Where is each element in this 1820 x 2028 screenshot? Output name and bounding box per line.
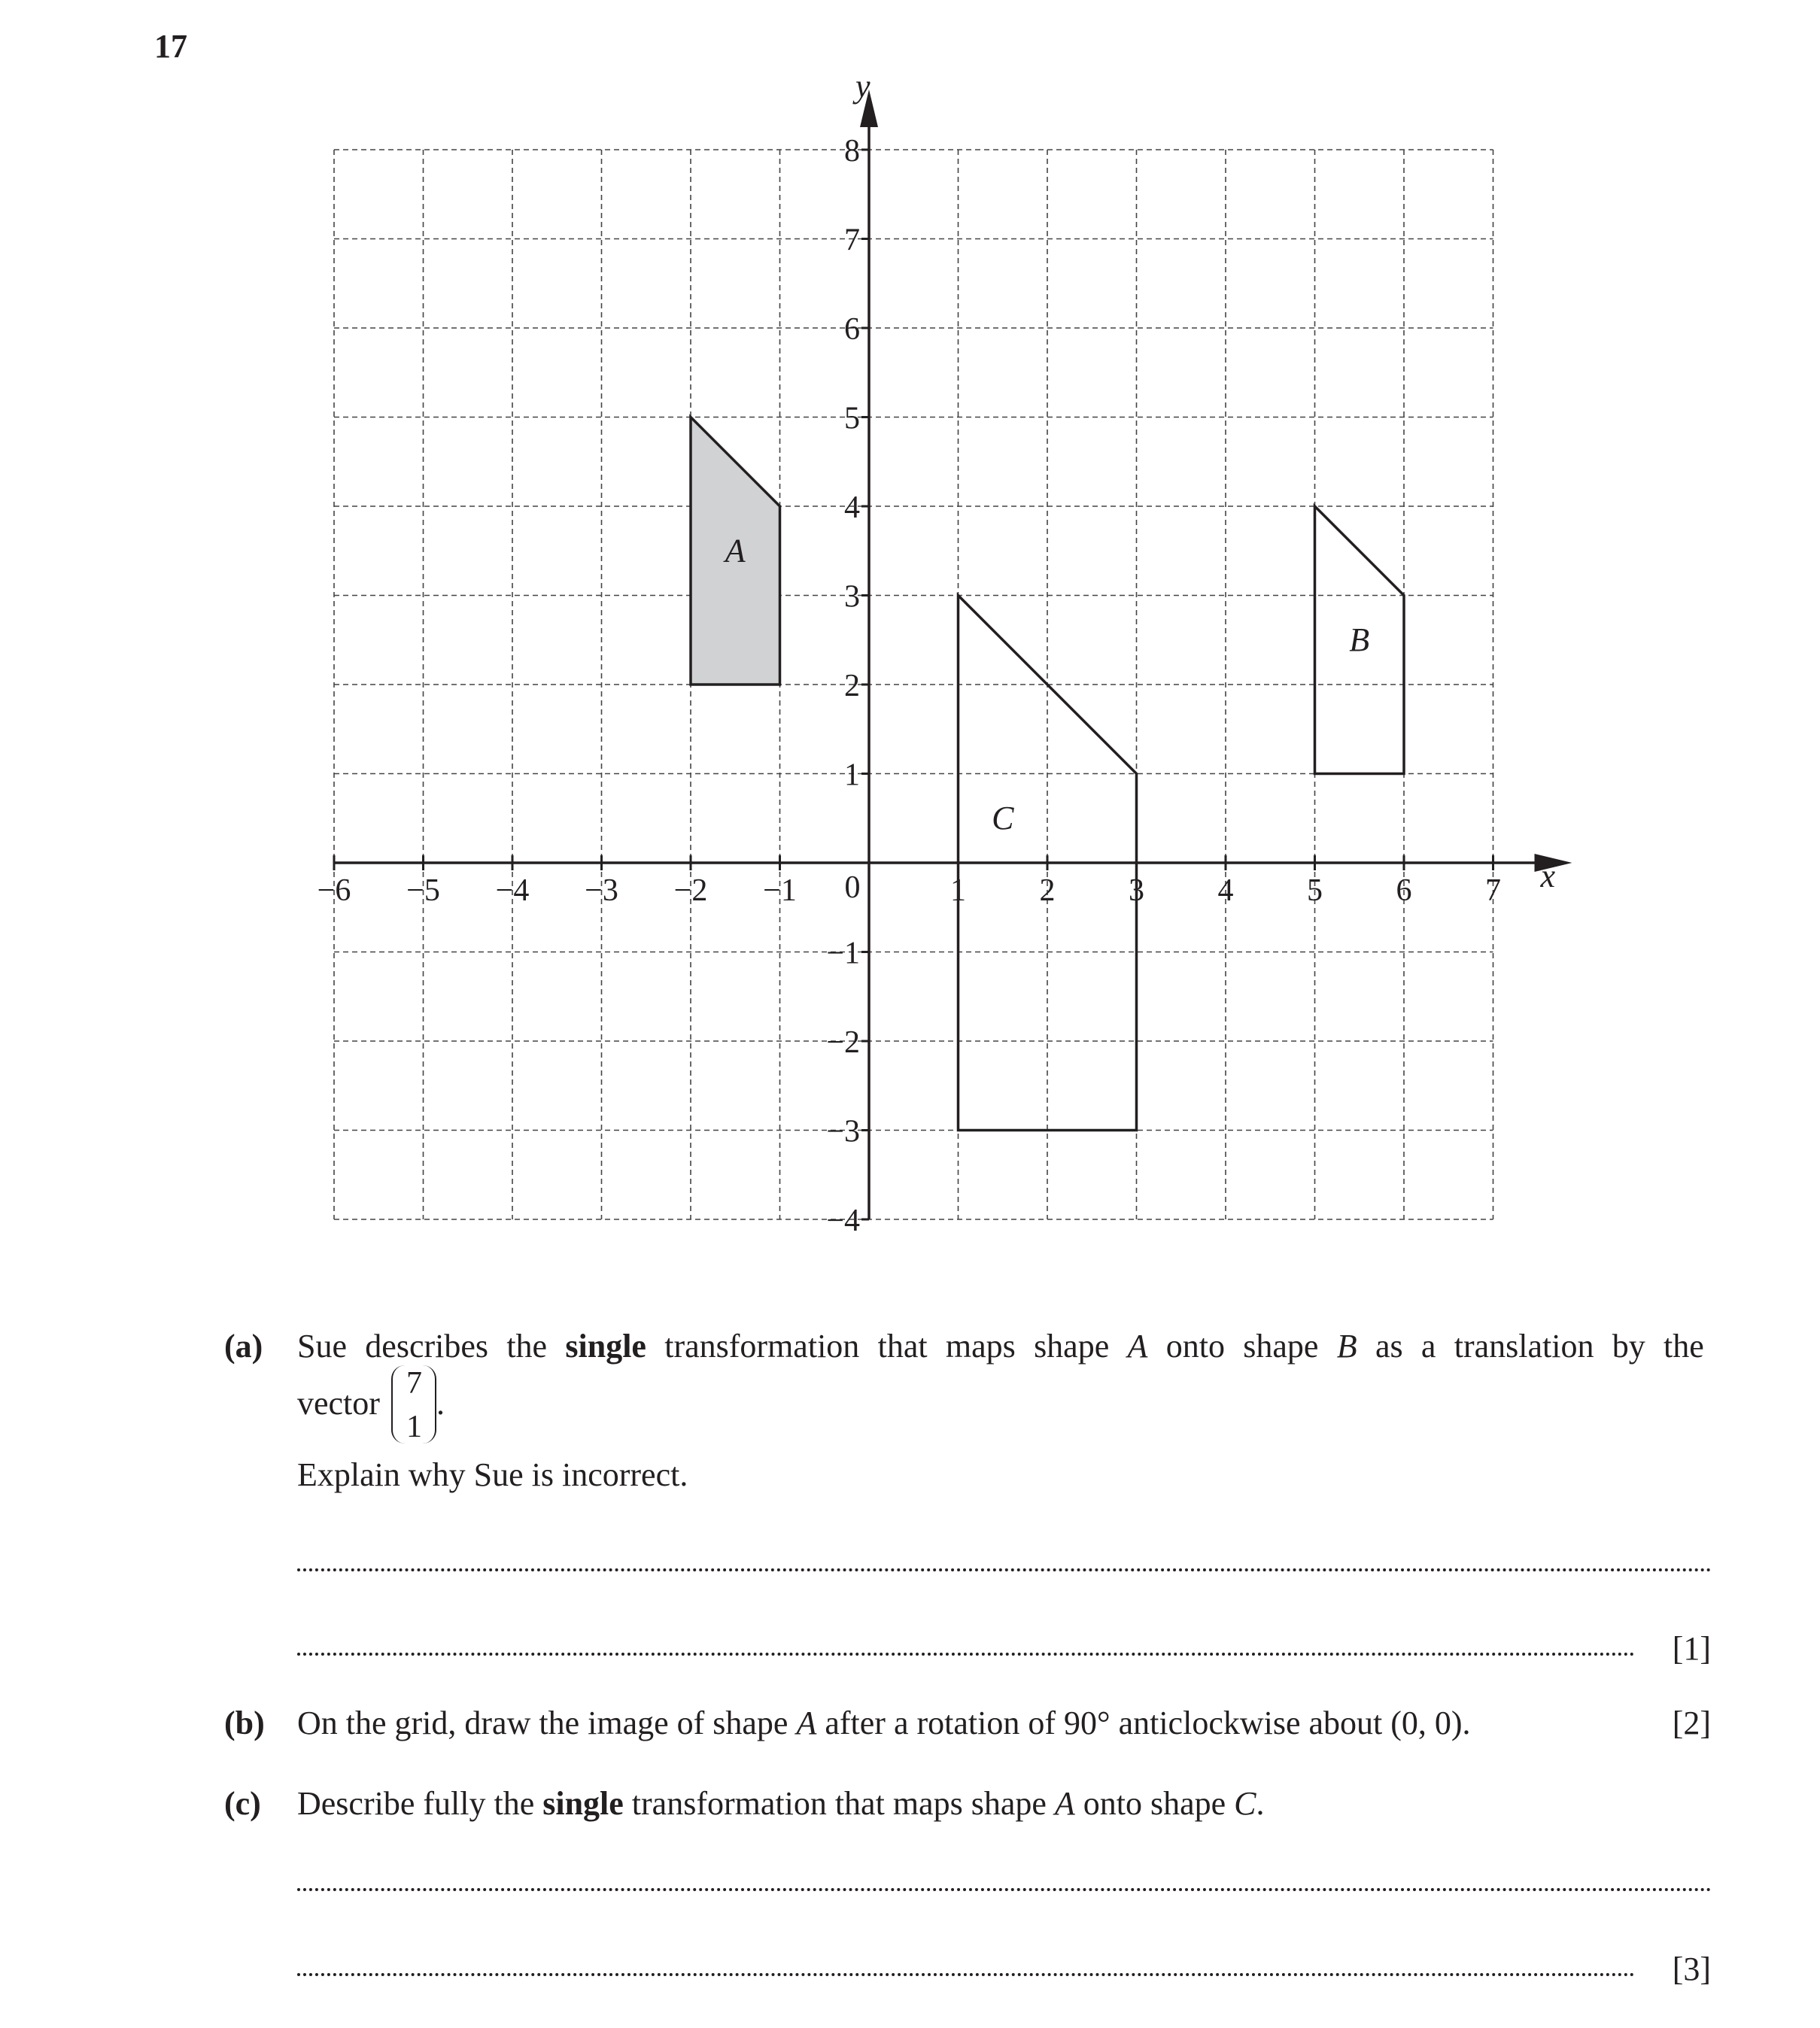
x-axis-title: x [1540, 858, 1556, 894]
answer-line-a-2[interactable] [297, 1653, 1635, 1656]
y-tick-label: −2 [826, 1025, 860, 1060]
part-a-word: B [1336, 1328, 1357, 1365]
part-a-word: translation [1454, 1328, 1594, 1365]
vector-right-bracket [421, 1365, 436, 1444]
part-a-word: single [565, 1328, 646, 1365]
part-a-word: A [1127, 1328, 1148, 1365]
x-tick-label: 1 [950, 873, 966, 908]
y-tick-label: 8 [844, 134, 860, 168]
x-tick-label: 2 [1039, 873, 1056, 908]
x-tick-label: −3 [585, 873, 618, 908]
part-a-word: as [1375, 1328, 1403, 1365]
y-tick-label: 3 [844, 579, 860, 615]
vector-left-bracket [391, 1365, 406, 1444]
part-a-word: the [1664, 1328, 1704, 1365]
part-a-marks: [1] [1672, 1630, 1711, 1667]
x-tick-label: 6 [1396, 873, 1412, 908]
part-a-word: describes [365, 1328, 489, 1365]
origin-label: 0 [844, 870, 861, 905]
part-c-label: (c) [224, 1785, 261, 1822]
y-tick-label: 1 [844, 757, 860, 793]
vector-top-value: 7 [406, 1366, 422, 1401]
x-tick-label: 3 [1129, 873, 1144, 908]
part-a-question-line-1 [297, 1327, 1704, 1365]
shape-b-label: B [1349, 621, 1370, 658]
column-vector [391, 1365, 436, 1448]
part-a-label: (a) [224, 1328, 263, 1365]
answer-line-c-1[interactable] [297, 1888, 1712, 1891]
part-b-label: (b) [224, 1705, 265, 1741]
part-b-question-text: On the grid, draw the image of shape A after a rotation of 90° anticlockwise about (0, 0). [297, 1705, 1471, 1741]
x-tick-label: −5 [406, 873, 440, 908]
vector-bottom-value: 1 [406, 1410, 422, 1444]
y-tick-label: −4 [826, 1204, 860, 1238]
part-a-word: onto [1165, 1328, 1225, 1365]
part-b-marks: [2] [1672, 1705, 1711, 1741]
answer-line-a-1[interactable] [297, 1568, 1712, 1571]
x-tick-label: 7 [1485, 873, 1501, 908]
part-a-word: shape [1243, 1328, 1319, 1365]
part-a-word: Sue [297, 1328, 347, 1365]
part-a-word: the [506, 1328, 548, 1365]
x-tick-label: 4 [1217, 873, 1234, 908]
part-a-word: a [1420, 1328, 1436, 1365]
shape-c-label: C [992, 799, 1014, 836]
vector-suffix: . [436, 1385, 445, 1422]
x-tick-label: −2 [673, 873, 708, 908]
y-axis-title: y [855, 68, 871, 105]
y-tick-label: 6 [844, 312, 860, 347]
part-a-word: that [877, 1328, 928, 1365]
y-tick-label: −3 [826, 1114, 860, 1149]
part-a-word: shape [1034, 1328, 1110, 1365]
part-a-vector-line [297, 1365, 445, 1448]
y-tick-label: 5 [844, 401, 860, 436]
question-number: 17 [154, 28, 187, 65]
vector-prefix: vector [297, 1385, 380, 1422]
y-tick-label: 7 [844, 223, 860, 258]
x-tick-label: −1 [763, 873, 797, 908]
part-c-marks: [3] [1672, 1951, 1711, 1987]
answer-line-c-2[interactable] [297, 1973, 1635, 1976]
y-tick-label: 2 [844, 669, 860, 703]
x-tick-label: −6 [317, 873, 351, 908]
x-tick-label: 5 [1307, 873, 1323, 908]
part-a-word: transformation [664, 1328, 860, 1365]
part-c-question-text: Describe fully the single transformation that maps shape A onto shape C. [297, 1785, 1265, 1822]
part-a-word: maps [945, 1328, 1016, 1365]
x-tick-label: −4 [495, 873, 530, 908]
y-tick-label: 4 [844, 490, 860, 525]
shape-a-label: A [725, 532, 746, 569]
part-a-instruction: Explain why Sue is incorrect. [297, 1456, 688, 1493]
part-a-word: by [1612, 1328, 1645, 1365]
y-tick-label: −1 [826, 936, 860, 971]
